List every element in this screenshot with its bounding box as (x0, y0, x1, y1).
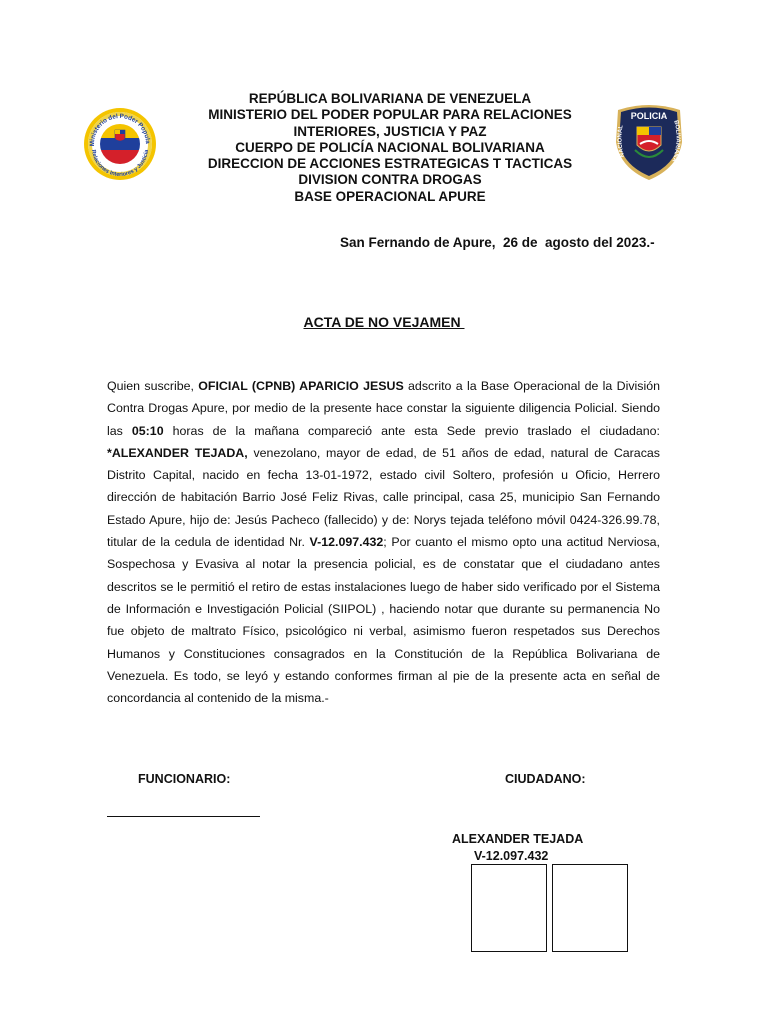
document-title-block (0, 314, 768, 330)
header-line: BASE OPERACIONAL APURE (294, 188, 486, 204)
funcionario-label: FUNCIONARIO: (138, 772, 231, 786)
document-date: San Fernando de Apure, 26 de agosto del 2023.- (340, 235, 655, 250)
svg-text:POLICIA: POLICIA (630, 111, 668, 121)
header-line: MINISTERIO DEL PODER POPULAR PARA RELACIONES (208, 107, 572, 123)
fingerprint-box-right (552, 864, 628, 952)
ciudadano-label: CIUDADANO: (505, 772, 586, 786)
police-badge-icon (610, 100, 688, 182)
funcionario-signature-line (107, 816, 260, 817)
svg-text:NACIONAL: NACIONAL (617, 124, 627, 158)
ciudadano-name: ALEXANDER TEJADA (452, 832, 584, 846)
ministry-seal-icon (82, 104, 158, 184)
officer-name: OFICIAL (CPNB) APARICIO JESUS (198, 379, 404, 393)
header-line: REPÚBLICA BOLIVARIANA DE VENEZUELA (248, 91, 532, 106)
body-text-segment: horas de la mañana compareció ante esta Sede previo traslado el ciudadano: (163, 423, 660, 438)
header-line: INTERIORES, JUSTICIA Y PAZ (293, 123, 487, 139)
ciudadano-id: V-12.097.432 (474, 849, 549, 863)
body-text-segment: adscrito a la Base Operacional de la División Contra Drogas Apure, por medio de la presente hace constar la siguiente diligencia Policial. Siendo las (107, 379, 660, 438)
document-header (160, 91, 620, 205)
header-line: CUERPO DE POLICÍA NACIONAL BOLIVARIANA (235, 139, 545, 155)
header-line: DIRECCION DE ACCIONES ESTRATEGICAS T TACTICAS (207, 156, 573, 172)
svg-text:Ministerio del Poder Popular: Ministerio del Poder Popula (88, 112, 152, 147)
appearance-time: 05:10 (131, 423, 164, 438)
document-body (107, 375, 660, 709)
body-text-segment: venezolano, mayor de edad, de 51 años de edad, natural de Caracas Distrito Capital, nacido en fecha 13-01-1972, estado civil Soltero, profesión u Oficio, Herrero dirección de habitación Barrio José Feliz Rivas, calle principal, casa 25, municipio San Fernando Estado Apure, hijo de: Jesús Pacheco (fallecido) y de: Norys tejada teléfono móvil 0424-326.99.78, titular de la cedula de identidad Nr. (107, 445, 660, 550)
document-title: ACTA DE NO VEJAMEN (303, 314, 465, 330)
body-text-segment: Quien suscribe, (107, 379, 199, 393)
body-text-segment: ; Por cuanto el mismo opto una actitud Nerviosa, Sospechosa y Evasiva al notar la presencia policial, es de constatar que el ciudadano antes descritos se le permitió el retiro de estas instalaciones luego de haber sido verificado por el Sistema de Información e Investigación Policial (SIIPOL) , haciendo notar que durante su permanencia No fue objeto de maltrato Físico, psicológico ni verbal, asimismo fueron respetados sus Derechos Humanos y Constituciones consagrados en la Constitución de la República Bolivariana de Venezuela. Es todo, se leyó y estando conformes firman al pie de la presente acta en señal de concordancia al contenido de la misma.- (107, 535, 660, 706)
fingerprint-box-left (471, 864, 547, 952)
citizen-name: *ALEXANDER TEJADA, (107, 445, 248, 460)
header-line: DIVISION CONTRA DROGAS (298, 172, 482, 188)
svg-text:BOLIVARIANA: BOLIVARIANA (670, 119, 681, 163)
citizen-id: V-12.097.432 (309, 535, 384, 550)
svg-text:Relaciones Interiores y Justic: Relaciones Interiores y Justicia (90, 149, 150, 179)
